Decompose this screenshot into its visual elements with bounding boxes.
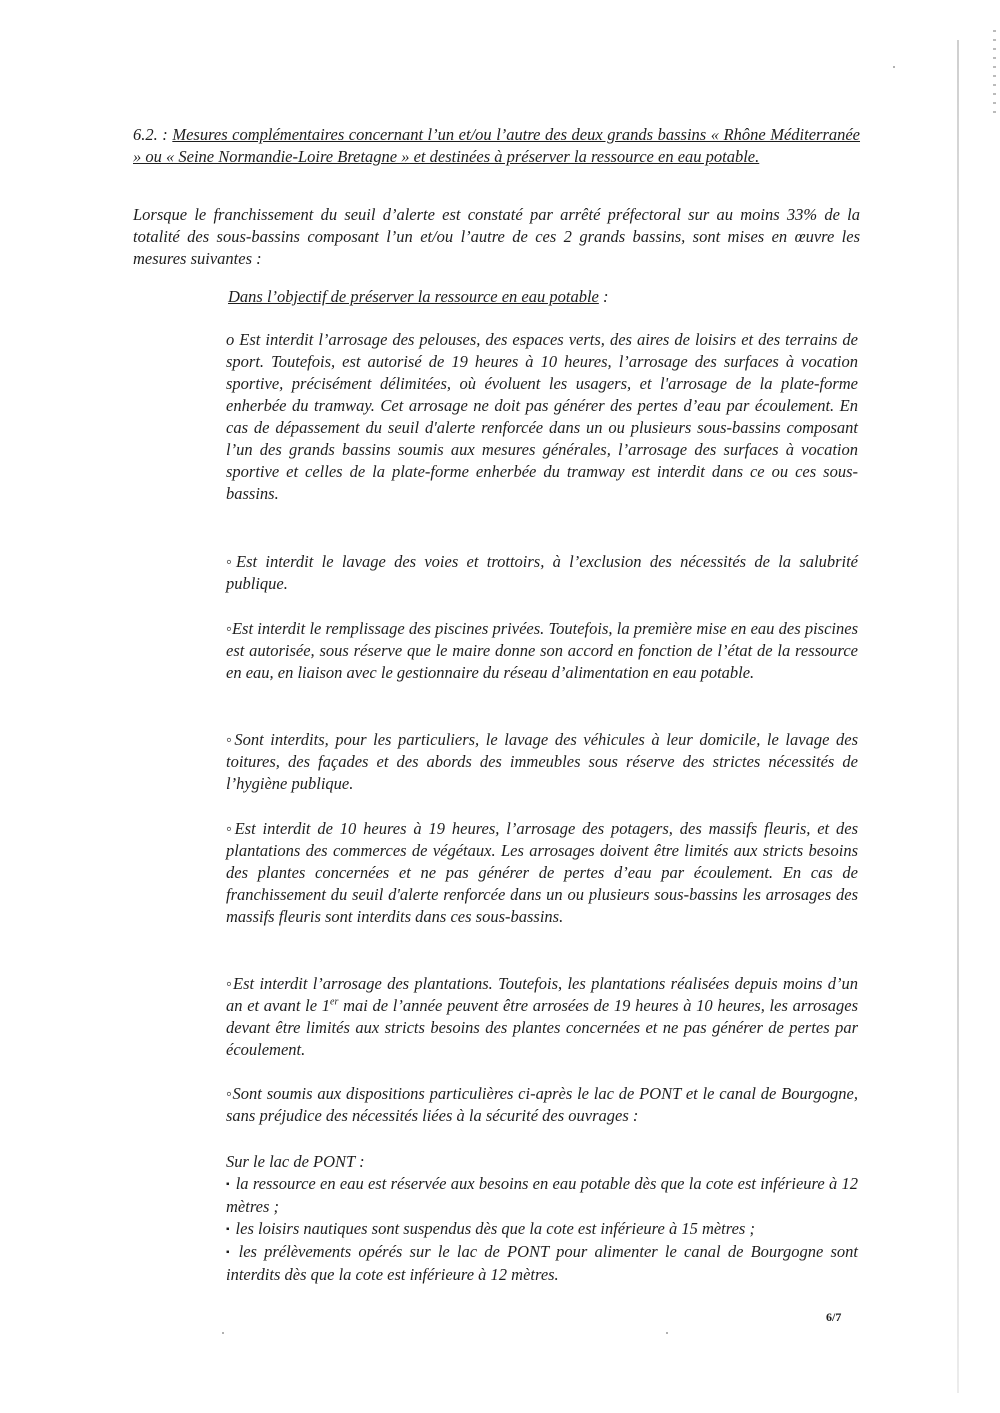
item-marker: ◦ — [226, 819, 235, 838]
item-marker: ◦ — [226, 730, 235, 749]
section-title: Mesures complémentaires concernant l’un et/ou l’autre des deux grands bassins « Rhône Méditerranée » ou « Seine Normandie-Loire Bretagne » et destinées à préserver la ressource en eau potable. — [133, 125, 861, 166]
section-heading — [133, 124, 860, 168]
measure-item — [226, 618, 858, 684]
bullet-square-icon: ▪ — [226, 1247, 233, 1258]
item-text: Est interdit l’arrosage des pelouses, des espaces verts, des aires de loisirs et des terrains de sport. Toutefois, est autorisé de 19 heures à 10 heures, l’arrosage des surfaces à vocation sportive, précisément délimitées, où évoluent les usagers, et l'arrosage de la plate-forme enherbée du tramway. Cet arrosage ne doit pas générer des pertes d’eau par écoulement. En cas de dépassement du seuil d'alerte renforcée dans un ou plusieurs sous-bassins composant l’un des grands bassins soumis aux mesures générales, l’arrosage des surfaces à vocation sportive et celles de la plate-forme enherbée du tramway est interdit dans ce ou ces sous-bassins. — [226, 330, 858, 503]
item-marker: ◦ — [226, 1084, 233, 1103]
lac-bullet-text: les prélèvements opérés sur le lac de PONT pour alimenter le canal de Bourgogne sont interdits dès que la cote est inférieure à 12 mètres. — [226, 1242, 858, 1284]
lac-bullet-text: les loisirs nautiques sont suspendus dès que la cote est inférieure à 15 mètres ; — [235, 1219, 755, 1238]
superscript: er — [330, 996, 339, 1008]
item-marker: ◦ — [226, 619, 232, 638]
subheading-suffix: : — [598, 287, 609, 306]
scan-page-edge — [957, 40, 959, 1393]
lac-section — [226, 1151, 858, 1286]
section-number: 6.2. : — [133, 125, 168, 144]
bullet-square-icon: ▪ — [226, 1224, 230, 1235]
subheading — [228, 286, 868, 308]
item-text: Est interdit de 10 heures à 19 heures, l’arrosage des potagers, des massifs fleuris, et des plantations des commerces de végétaux. Les arrosages doivent être limités aux stricts besoins des plantes concernées et ne pas générer de pertes d’eau par écoulement. En cas de franchissement du seuil d'alerte renforcée dans un ou plusieurs sous-bassins les arrosages des massifs fleuris sont interdits dans ces sous-bassins. — [226, 819, 858, 926]
measure-item — [226, 1083, 858, 1127]
item-marker: ◦ — [226, 974, 234, 993]
bullet-square-icon: ▪ — [226, 1179, 230, 1190]
item-text: Est interdit le remplissage des piscines privées. Toutefois, la première mise en eau des piscines est autorisée, sous réserve que le maire donne son accord en fonction de l’état de la ressource en eau, en liaison avec le gestionnaire du réseau d’alimentation en eau potable. — [226, 619, 858, 682]
lac-bullet — [226, 1218, 858, 1241]
scan-speck — [893, 66, 895, 68]
item-text: Sont soumis aux dispositions particulières ci-après le lac de PONT et le canal de Bourgogne, sans préjudice des nécessités liées à la sécurité des ouvrages : — [226, 1084, 858, 1125]
item-text-continued: mai de l’année peuvent être arrosées de 19 heures à 10 heures, les arrosages devant être limités aux stricts besoins des plantes concernées et ne pas générer de pertes par écoulement. — [226, 996, 858, 1059]
item-text: Est interdit le lavage des voies et trottoirs, à l’exclusion des nécessités de la salubrité publique. — [226, 552, 858, 593]
lac-bullet — [226, 1241, 858, 1286]
scan-margin-marks — [993, 30, 996, 120]
subheading-text: Dans l’objectif de préserver la ressource en eau potable — [228, 287, 599, 306]
item-marker: o — [226, 330, 235, 349]
intro-paragraph: Lorsque le franchissement du seuil d’alerte est constaté par arrêté préfectoral sur au moins 33% de la totalité des sous-bassins composant l’un et/ou l’autre de ces 2 grands bassins, sont mises en œuvre les mesures suivantes : — [133, 205, 860, 268]
page-number: 6/7 — [826, 1310, 842, 1324]
lac-bullet — [226, 1173, 858, 1218]
measure-item — [226, 818, 858, 928]
measure-item — [226, 729, 858, 795]
measure-item — [226, 329, 858, 505]
lac-section-title: Sur le lac de PONT : — [226, 1152, 365, 1171]
item-text: Sont interdits, pour les particuliers, le lavage des véhicules à leur domicile, le lavage des toitures, des façades et des abords des immeubles sous réserve des strictes nécessités de l’hygiène publique. — [226, 730, 858, 793]
item-marker: ◦ — [226, 552, 237, 571]
item-text: Est interdit l’arrosage des plantations. Toutefois, les plantations réalisées depuis moins d’un an et avant le 1 — [226, 974, 858, 1015]
scan-speck — [222, 1332, 224, 1334]
measure-item — [226, 973, 858, 1061]
lac-bullet-text: la ressource en eau est réservée aux besoins en eau potable dès que la cote est inférieure à 12 mètres ; — [226, 1174, 859, 1216]
scan-speck — [666, 1332, 668, 1334]
measure-item — [226, 551, 858, 595]
